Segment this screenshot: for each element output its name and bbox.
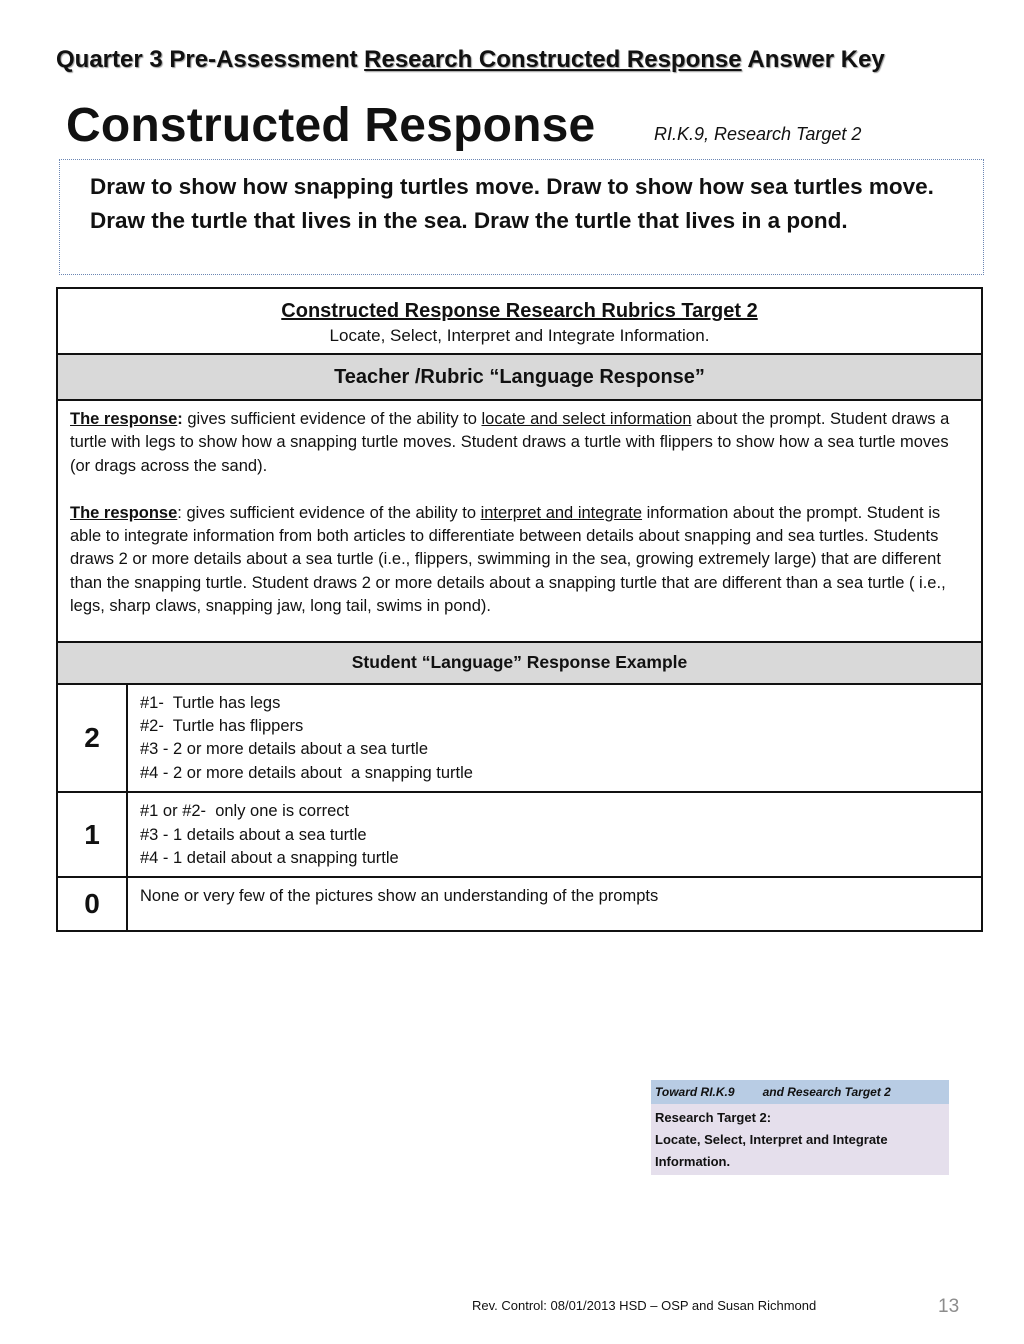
tag-header-right: and Research Target 2 xyxy=(762,1085,891,1099)
criteria-line: #3 - 2 or more details about a sea turtle xyxy=(140,740,428,759)
criteria-line: #1 or #2- only one is correct xyxy=(140,802,350,821)
rubric-title-row xyxy=(57,288,982,354)
criteria-line: #4 - 2 or more details about a snapping turtle xyxy=(140,763,473,782)
prompt-box xyxy=(59,159,984,275)
score-row-2 xyxy=(57,684,982,793)
tag-header xyxy=(651,1080,949,1104)
teacher-heading: Teacher /Rubric “Language Response” xyxy=(57,354,982,400)
criteria-line: #2- Turtle has flippers xyxy=(140,717,304,736)
target-tag-box xyxy=(651,1080,949,1175)
response-underline-2: interpret and integrate xyxy=(480,503,643,522)
student-heading: Student “Language” Response Example xyxy=(57,642,982,684)
response-colon-1: : xyxy=(177,410,183,428)
rubric-title-cell xyxy=(57,288,982,354)
response-colon-2: : xyxy=(177,503,182,522)
page-number: 13 xyxy=(938,1296,960,1317)
rubric-subtitle: Locate, Select, Interpret and Integrate Information. xyxy=(329,326,710,345)
tag-line: Research Target 2: xyxy=(655,1110,772,1125)
response-lead-2: The response xyxy=(70,503,178,522)
page-title: Constructed Response xyxy=(66,99,596,152)
header-part-2: Research Constructed Response xyxy=(364,46,742,73)
teacher-heading-row xyxy=(57,354,982,400)
student-heading-row xyxy=(57,642,982,684)
response-paragraph-2 xyxy=(70,502,969,619)
header-part-3: Answer Key xyxy=(741,46,885,73)
response-cell xyxy=(57,400,982,642)
header-part-1: Quarter 3 Pre-Assessment xyxy=(56,46,365,73)
response-paragraph-1 xyxy=(70,408,969,478)
score-criteria xyxy=(127,877,982,931)
tag-line: Locate, Select, Interpret and Integrate xyxy=(655,1132,888,1147)
score-row-0 xyxy=(57,877,982,931)
response-underline-1: locate and select information xyxy=(481,410,692,428)
score-value: 0 xyxy=(57,877,127,931)
standard-label: RI.K.9, Research Target 2 xyxy=(654,124,862,144)
response-text-2b: information about the prompt. Student is able to integrate information from both articles to differentiate between details about snapping and sea turtles. Students draws 2 or more details about a sea turtle (i.e., flippers, swimming in the sea, growing extremely large) that are different than the snapping turtle. Student draws 2 or more details about a snapping turtle that are different than a sea turtle ( i.e., legs, sharp claws, snapping jaw, long tail, swims in pond). xyxy=(70,503,946,616)
score-criteria xyxy=(127,684,982,793)
response-row xyxy=(57,400,982,642)
rubric-table xyxy=(56,287,983,932)
tag-body xyxy=(651,1104,949,1175)
criteria-line: #4 - 1 detail about a snapping turtle xyxy=(140,849,399,868)
response-text-2a: gives sufficient evidence of the ability to xyxy=(181,503,481,522)
rubric-title: Constructed Response Research Rubrics Target 2 xyxy=(281,300,758,322)
score-row-1 xyxy=(57,792,982,877)
response-text-1a: gives sufficient evidence of the ability to xyxy=(182,410,482,428)
criteria-line: #1- Turtle has legs xyxy=(140,693,281,712)
footer-rev-control: Rev. Control: 08/01/2013 HSD – OSP and Susan Richmond xyxy=(472,1298,817,1313)
page-header xyxy=(56,46,885,74)
score-value: 1 xyxy=(57,792,127,877)
response-lead-1: The response xyxy=(70,410,178,428)
score-criteria xyxy=(127,792,982,877)
score-value: 2 xyxy=(57,684,127,793)
tag-header-left: Toward RI.K.9 xyxy=(655,1085,735,1099)
prompt-text: Draw to show how snapping turtles move. Draw to show how sea turtles move. Draw the turtle that lives in the sea. Draw the turtle that lives in a pond. xyxy=(90,174,934,233)
criteria-line: #3 - 1 details about a sea turtle xyxy=(140,825,367,844)
response-text-1b: about the prompt. Student draws a turtle with legs to show how a snapping turtle moves. Student draws a turtle with flippers to show how a sea turtle moves (or drags across the sand). xyxy=(70,410,950,475)
tag-line: Information. xyxy=(655,1154,731,1169)
criteria-line: None or very few of the pictures show an understanding of the prompts xyxy=(140,887,659,906)
